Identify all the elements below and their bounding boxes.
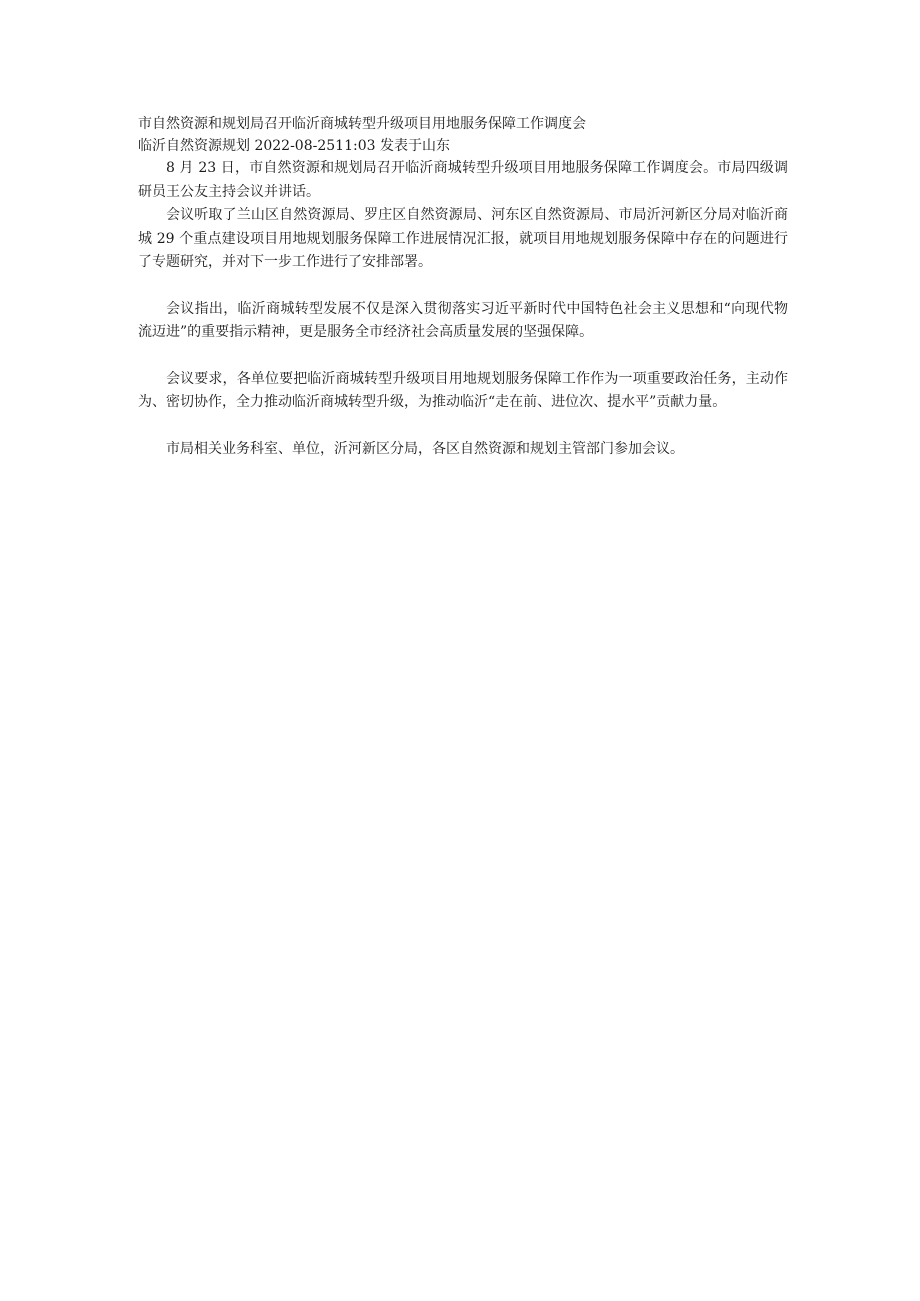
article-title: 市自然资源和规划局召开临沂商城转型升级项目用地服务保障工作调度会 (138, 116, 586, 132)
paragraph-2: 会议听取了兰山区自然资源局、罗庄区自然资源局、河东区自然资源局、市局沂河新区分局对临沂商城 29 个重点建设项目用地规划服务保障工作进展情况汇报，就项目用地规划服务保障中存在的问题进行了专题研究，并对下一步工作进行了安排部署。 (138, 207, 788, 270)
paragraph-spacer (138, 415, 788, 438)
paragraph-3: 会议指出，临沂商城转型发展不仅是深入贯彻落实习近平新时代中国特色社会主义思想和“向现代物流迈进”的重要指示精神，更是服务全市经济社会高质量发展的坚强保障。 (138, 300, 788, 340)
paragraph-1: 8 月 23 日，市自然资源和规划局召开临沂商城转型升级项目用地服务保障工作调度会。市局四级调研员王公友主持会议并讲话。 (138, 160, 788, 200)
article (138, 113, 788, 461)
paragraph-4: 会议要求，各单位要把临沂商城转型升级项目用地规划服务保障工作作为一项重要政治任务，主动作为、密切协作，全力推动临沂商城转型升级，为推动临沂“走在前、进位次、提水平”贡献力量。 (138, 370, 788, 410)
paragraph-spacer (138, 345, 788, 368)
paragraph-spacer (138, 275, 788, 298)
article-meta: 临沂自然资源规划 2022-08-2511:03 发表于山东 (138, 138, 450, 154)
paragraph-5: 市局相关业务科室、单位，沂河新区分局，各区自然资源和规划主管部门参加会议。 (166, 440, 684, 457)
